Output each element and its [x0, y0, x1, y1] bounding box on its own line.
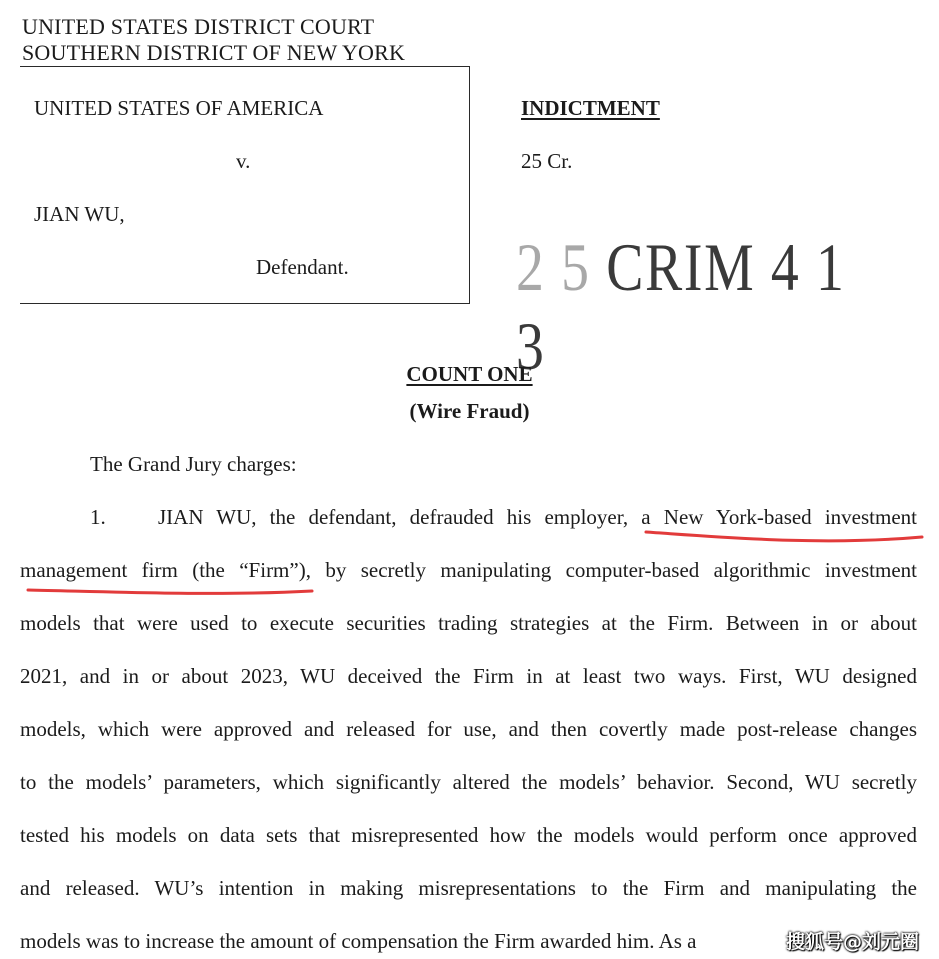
paragraph-line-4: 2021, and in or about 2023, WU deceived the Firm in at least two ways. First, WU designed	[20, 664, 917, 688]
case-stamp-number: CRIM 4 1 3	[516, 229, 846, 384]
paragraph-line-8: and released. WU’s intention in making misrepresentations to the Firm and manipulating the	[20, 876, 917, 900]
paragraph-line-5: models, which were approved and released for use, and then covertly made post-release changes	[20, 717, 917, 741]
court-name-line1: UNITED STATES DISTRICT COURT	[22, 14, 375, 39]
count-title: COUNT ONE	[406, 362, 533, 386]
watermark: 搜狐号@刘元圈	[785, 931, 919, 953]
defendant-name: JIAN WU,	[34, 202, 125, 226]
case-stamp-faded-digits: 2 5	[516, 229, 607, 305]
paragraph-line-6: to the models’ parameters, which significantly altered the models’ behavior. Second, WU secretly	[20, 770, 917, 794]
red-underline-line2	[28, 590, 312, 593]
court-name-line2: SOUTHERN DISTRICT OF NEW YORK	[22, 40, 406, 65]
paragraph-number: 1.	[90, 505, 106, 529]
paragraph-line-7: tested his models on data sets that misrepresented how the models would perform once approved	[20, 823, 917, 847]
case-number-prefix: 25 Cr.	[521, 149, 573, 173]
defendant-label: Defendant.	[256, 255, 349, 279]
plaintiff-name: UNITED STATES OF AMERICA	[34, 96, 324, 120]
document-type: INDICTMENT	[521, 96, 660, 120]
versus: v.	[236, 149, 251, 173]
paragraph-line-1-text: JIAN WU, the defendant, defrauded his employer, a New York-based investment	[158, 505, 917, 529]
count-subtitle: (Wire Fraud)	[409, 399, 530, 423]
paragraph-line-3: models that were used to execute securities trading strategies at the Firm. Between in or about	[20, 611, 917, 635]
paragraph-line-2: management firm (the “Firm”), by secretly manipulating computer-based algorithmic investment	[20, 558, 917, 582]
grand-jury-intro: The Grand Jury charges:	[90, 452, 297, 476]
paragraph-line-9: models was to increase the amount of compensation the Firm awarded him. As a	[20, 929, 697, 953]
red-underline-line1	[646, 532, 922, 541]
